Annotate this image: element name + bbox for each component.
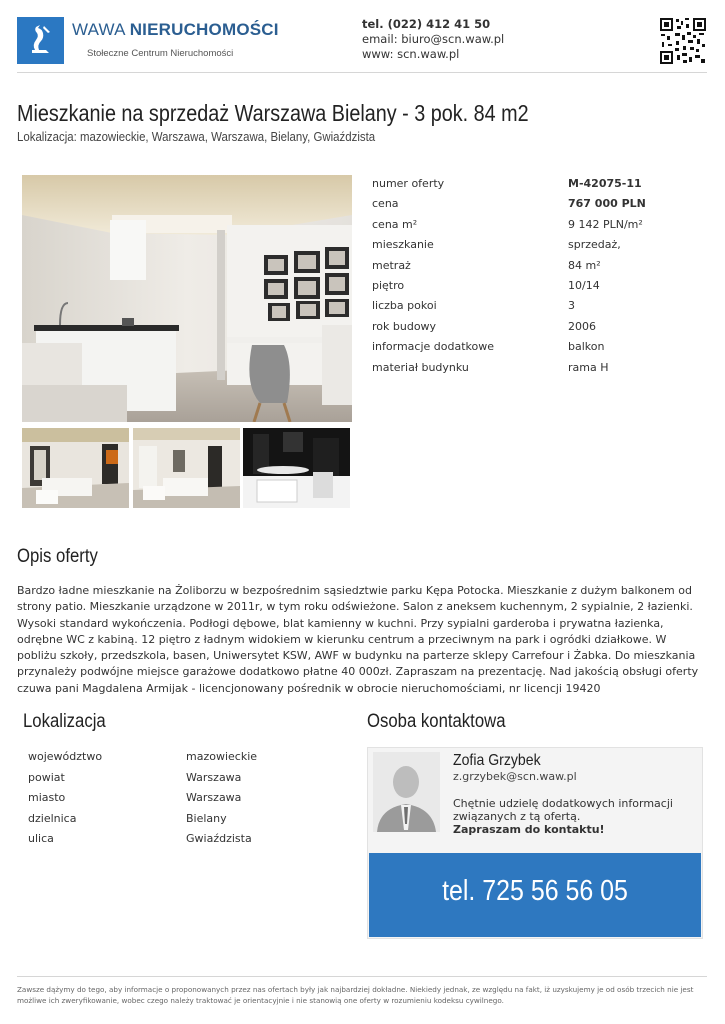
location-label: miasto (28, 791, 66, 804)
location-value: Bielany (186, 811, 227, 825)
brand-subtitle: Stołeczne Centrum Nieruchomości (87, 48, 234, 59)
agency-www[interactable]: www: scn.waw.pl (362, 47, 460, 61)
detail-value: 3 (568, 299, 575, 313)
location-row (28, 771, 348, 792)
disclaimer: Zawsze dążymy do tego, aby informacje o proponowanych przez nas ofertach były jak najbardziej dokładne. Niekiedy jednak, ze względu na fakt, iż uzyskujemy je od osób trzecich nie jest możliwe ich zweryfikowanie, wobec czego należy traktować je orientacyjnie i nie stanowią one oferty w rozumieniu kodeksu cywilnego. (17, 985, 694, 1005)
detail-label: liczba pokoi (372, 299, 437, 313)
detail-row (372, 197, 702, 217)
agency-contact (362, 17, 504, 62)
detail-value: balkon (568, 340, 605, 354)
detail-label: piętro (372, 278, 405, 292)
agent-email[interactable]: z.grzybek@scn.waw.pl (453, 770, 577, 783)
location-value: Gwiaździsta (186, 832, 252, 845)
thumbnail-bathroom[interactable] (243, 428, 350, 508)
detail-row (372, 320, 702, 340)
description-heading: Opis oferty (17, 546, 98, 567)
detail-label: cena (372, 197, 399, 211)
agent-note-text: Chętnie udzielę dodatkowych informacji związanych z tą ofertą. (453, 797, 673, 823)
detail-value: M-42075-11 (568, 177, 642, 190)
detail-value: 84 m² (568, 258, 601, 272)
page-title: Mieszkanie na sprzedaż Warszawa Bielany - 3 pok. 84 m2 (17, 100, 529, 126)
detail-value: rama H (568, 360, 609, 374)
location-label: województwo (28, 750, 103, 763)
contact-heading: Osoba kontaktowa (367, 711, 506, 732)
location-row (28, 750, 348, 771)
mermaid-logo-icon (17, 17, 64, 64)
detail-value: 9 142 PLN/m² (568, 217, 643, 231)
detail-row (372, 361, 702, 381)
detail-row (372, 259, 702, 279)
location-table (28, 750, 348, 853)
detail-row (372, 299, 702, 319)
agency-email[interactable]: email: biuro@scn.waw.pl (362, 32, 505, 46)
qr-code-icon (659, 17, 707, 65)
location-value: Warszawa (186, 791, 242, 804)
detail-label: metraż (372, 258, 411, 272)
detail-value: 10/14 (568, 278, 600, 292)
brand-bold: NIERUCHOMOŚCI (129, 20, 279, 39)
detail-label: rok budowy (372, 319, 437, 333)
detail-label: materiał budynku (372, 360, 469, 374)
location-heading: Lokalizacja (23, 711, 106, 732)
location-row (28, 832, 348, 853)
detail-label: numer oferty (372, 177, 445, 190)
company-logo (17, 17, 64, 64)
agent-cta: Zapraszam do kontaktu! (453, 823, 605, 836)
thumbnail-lounge[interactable] (133, 428, 240, 508)
detail-value: 2006 (568, 319, 596, 333)
detail-label: informacje dodatkowe (372, 340, 495, 354)
location-value: Warszawa (186, 770, 242, 784)
agency-phone[interactable]: tel. (022) 412 41 50 (362, 17, 491, 31)
offer-details-table (372, 177, 702, 381)
detail-row (372, 279, 702, 299)
agent-name: Zofia Grzybek (453, 752, 541, 769)
detail-label: cena m² (372, 217, 418, 231)
brand-name (72, 20, 279, 40)
footer-divider (17, 976, 707, 977)
detail-row (372, 218, 702, 238)
main-photo[interactable] (22, 175, 352, 422)
detail-row (372, 177, 702, 197)
location-subtitle: Lokalizacja: mazowieckie, Warszawa, Warszawa, Bielany, Gwiaździsta (17, 129, 376, 144)
agent-note (453, 797, 698, 836)
header-divider (17, 72, 707, 73)
location-label: dzielnica (28, 811, 77, 825)
detail-row (372, 238, 702, 258)
thumbnail-living-room[interactable] (22, 428, 129, 508)
brand-light: WAWA (72, 20, 125, 39)
description-text: Bardzo ładne mieszkanie na Żoliborzu w bezpośrednim sąsiedztwie parku Kępa Potocka. Mieszkanie z dużym balkonem od strony patio. Mieszkanie urządzone w 2011r, w tym roku odświeżone. Salon z aneksem kuchennym, 2 sypialnie, 2 łazienki. Wysoki standard wykończenia. Podłogi dębowe, blat kamienny w kuchni. Przy sypialni garderoba i prywatna łazienka, odrębne WC z kabiną. 12 piętro z ładnym widokiem w kierunku centrum a przeciwnym na park i ogródki działkowe. W pobliżu szkoły, przedszkola, basen, Uniwersytet KSW, AWF w budynku na parterze sklepy Carrefour i Żabka. Do mieszkania przynależy podwójne miejsce garażowe dodatkowo płatne 40 000zł. Zapraszam na prezentację. Nad jakością obsługi oferty czuwa pani Magdalena Armijak - licencjonowany pośrednik w obrocie nieruchomościami, nr licencji 19420 (17, 584, 699, 695)
location-label: ulica (28, 832, 54, 845)
detail-value: sprzedaż, (568, 238, 621, 252)
location-row (28, 791, 348, 812)
agent-avatar (373, 752, 440, 832)
detail-row (372, 340, 702, 360)
agent-phone[interactable]: tel. 725 56 56 05 (442, 875, 628, 907)
detail-label: mieszkanie (372, 238, 434, 252)
location-label: powiat (28, 770, 65, 784)
detail-value: 767 000 PLN (568, 197, 646, 211)
location-row (28, 812, 348, 833)
location-value: mazowieckie (186, 750, 258, 763)
